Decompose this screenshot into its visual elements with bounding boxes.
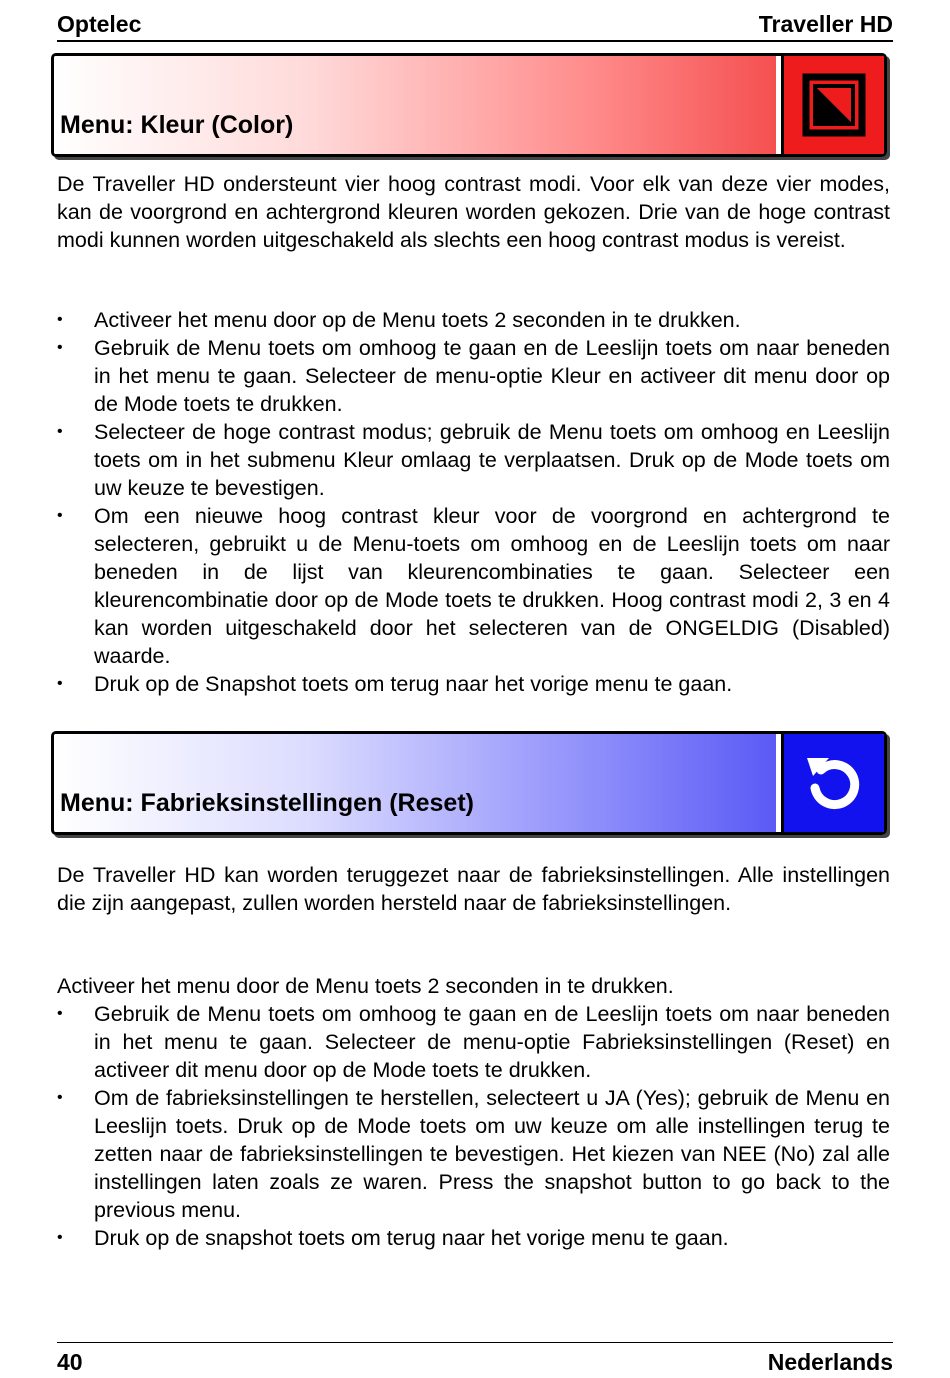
list-item: • Gebruik de Menu toets om omhoog te gaan en de Leeslijn toets om naar beneden in het menu te gaan. Selecteer de menu-optie Kleur en activeer dit menu door op de Mode toets te drukken.: [57, 336, 890, 416]
list-item: • Gebruik de Menu toets om omhoog te gaan en de Leeslijn toets om naar beneden in het menu te gaan. Selecteer de menu-optie Fabrieksinstellingen (Reset) en activeer dit menu door op de Mode toets te drukken.: [57, 1002, 890, 1082]
page-footer: [57, 1342, 893, 1377]
section-color-title: Menu: Kleur (Color): [60, 111, 294, 139]
section-reset-activate: Activeer het menu door de Menu toets 2 seconden in te drukken.: [57, 974, 674, 998]
header-brand: Optelec: [57, 11, 142, 37]
footer-language: Nederlands: [767, 1349, 893, 1375]
section-reset-banner: [51, 731, 887, 835]
bullet-icon: •: [57, 1229, 63, 1246]
contrast-icon: [802, 73, 866, 137]
section-color-intro: De Traveller HD ondersteunt vier hoog contrast modi. Voor elk van deze vier modes, kan de voorgrond en achtergrond kleuren worden gekozen. Drie van de hoge contrast modi kunnen worden uitgeschakeld als slechts een hoog contrast modus is vereist.: [57, 172, 890, 252]
reset-icon-box: [781, 734, 884, 832]
bullet-icon: •: [57, 1005, 63, 1022]
section-reset-title: Menu: Fabrieksinstellingen (Reset): [60, 789, 474, 817]
bullet-icon: •: [57, 675, 63, 692]
contrast-icon-box: [781, 56, 884, 154]
bullet-icon: •: [57, 311, 63, 328]
section-color-steps: [57, 306, 890, 698]
list-item: • Druk op de Snapshot toets om terug naar het vorige menu te gaan.: [57, 672, 733, 696]
bullet-icon: •: [57, 507, 63, 524]
bullet-icon: •: [57, 423, 63, 440]
list-item: • Selecteer de hoge contrast modus; gebruik de Menu toets om omhoog en Leeslijn toets om in het submenu Kleur omlaag te verplaatsen. Druk op de Mode toets om uw keuze te bevestigen.: [57, 420, 890, 500]
page-header: [57, 8, 893, 42]
list-item: • Druk op de snapshot toets om terug naar het vorige menu te gaan.: [57, 1226, 729, 1250]
header-product: Traveller HD: [758, 11, 893, 37]
list-item: • Om een nieuwe hoog contrast kleur voor de voorgrond en achtergrond te selecteren, gebruikt u de Menu-toets om omhoog en de Leeslijn toets om naar beneden in de lijst van kleurencombinaties te gaan. Selecteer een kleurencombinatie door op de Mode toets te drukken. Hoog contrast modi 2, 3 en 4 kan worden uitgeschakeld door het selecteren van de ONGELDIG (Disabled) waarde.: [57, 504, 890, 668]
bullet-icon: •: [57, 1089, 63, 1106]
page-number: 40: [57, 1349, 83, 1375]
section-reset-steps: [57, 1000, 890, 1252]
reset-icon: [799, 748, 869, 818]
list-item: • Activeer het menu door op de Menu toets 2 seconden in te drukken.: [57, 308, 741, 332]
section-color-banner: [51, 53, 887, 157]
list-item: • Om de fabrieksinstellingen te herstellen, selecteert u JA (Yes); gebruik de Menu en Leeslijn toets. Druk op de Mode toets om uw keuze om alle instellingen terug te zetten naar de fabrieksinstellingen te bevestigen. Het kiezen van NEE (No) zal alle instellingen laten zoals ze waren. Press the snapshot button to go back to the previous menu.: [57, 1086, 890, 1222]
bullet-icon: •: [57, 339, 63, 356]
section-reset-intro: De Traveller HD kan worden teruggezet naar de fabrieksinstellingen. Alle instellingen die zijn aangepast, zullen worden hersteld naar de fabrieksinstellingen.: [57, 863, 890, 915]
